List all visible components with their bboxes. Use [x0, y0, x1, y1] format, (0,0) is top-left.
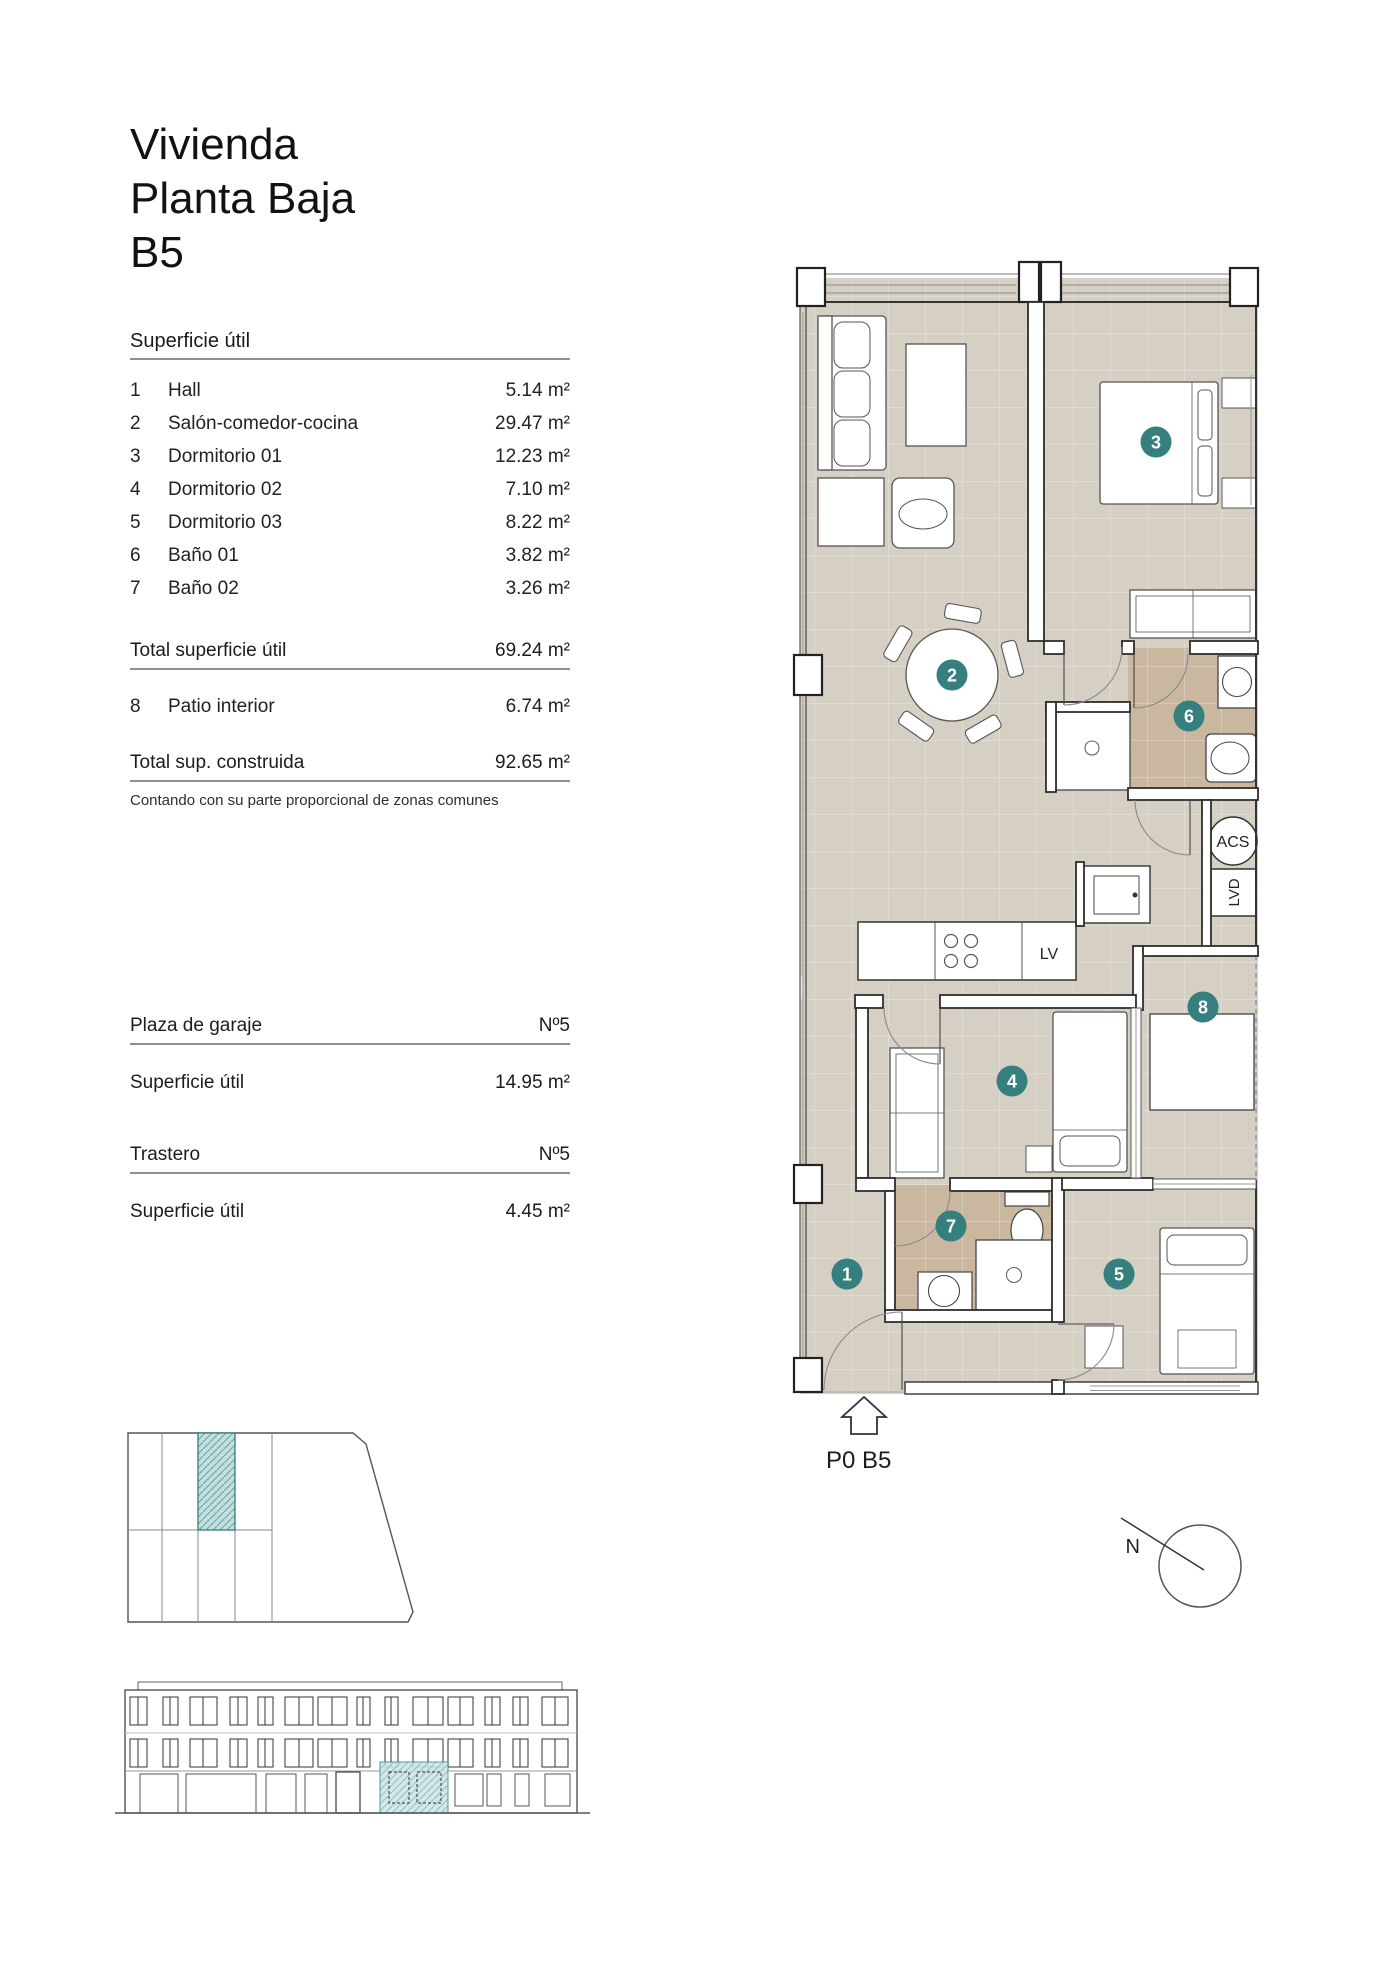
row-name: Salón-comedor-cocina — [168, 413, 359, 434]
north-arrow — [1121, 1518, 1241, 1607]
title-line-2: Planta Baja — [130, 174, 356, 223]
row-num: 6 — [130, 545, 141, 566]
built-surface-note: Contando con su parte proporcional de zonas comunes — [130, 792, 499, 809]
row-value: 7.10 m² — [505, 479, 570, 500]
row-num: 1 — [130, 380, 141, 401]
room-badge-2-label: 2 — [946, 665, 958, 686]
row-value: 6.74 m² — [505, 696, 570, 717]
row-value: 3.82 m² — [505, 545, 570, 566]
building-elevation — [115, 1682, 590, 1813]
armchair — [892, 478, 954, 548]
shower-tray — [1056, 710, 1130, 790]
room-badge-5-label: 5 — [1113, 1264, 1125, 1285]
total-value: 69.24 m² — [495, 640, 570, 661]
north-label: N — [1125, 1536, 1140, 1558]
row-value: 5.14 m² — [505, 380, 570, 401]
row-num: 2 — [130, 413, 141, 434]
coffee-table — [906, 344, 966, 446]
storage-surface-value: 4.45 m² — [505, 1201, 570, 1222]
wardrobe-2 — [890, 1048, 944, 1178]
row-name: Hall — [168, 380, 201, 401]
room-badge-3-label: 3 — [1150, 432, 1162, 453]
lvd-label: LVD — [1226, 878, 1243, 907]
dishwasher-label: LV — [1039, 946, 1059, 963]
row-num: 8 — [130, 696, 141, 717]
row-value: 29.47 m² — [495, 413, 570, 434]
row-value: 12.23 m² — [495, 446, 570, 467]
patio-bench — [1150, 1014, 1254, 1110]
elevation-highlight-unit — [380, 1762, 448, 1813]
row-name: Dormitorio 02 — [168, 479, 283, 500]
built-label: Total sup. construida — [130, 752, 305, 773]
storage-surface-label: Superficie útil — [130, 1201, 245, 1222]
watermark-text: rio — [700, 926, 807, 1033]
row-num: 7 — [130, 578, 141, 599]
acs-label: ACS — [1216, 834, 1250, 851]
garage-surface-value: 14.95 m² — [495, 1072, 570, 1093]
storage-number: Nº5 — [538, 1144, 570, 1165]
row-value: 3.26 m² — [505, 578, 570, 599]
row-num: 4 — [130, 479, 141, 500]
entrance-arrow-icon — [842, 1397, 886, 1434]
storage-label: Trastero — [130, 1144, 201, 1165]
shower-tray-2 — [976, 1240, 1052, 1310]
room-badge-1-label: 1 — [841, 1264, 853, 1285]
row-name: Patio interior — [168, 696, 275, 717]
side-table — [818, 478, 884, 546]
room-badge-4-label: 4 — [1006, 1071, 1018, 1092]
room-badge-7-label: 7 — [945, 1216, 957, 1237]
total-label: Total superficie útil — [130, 640, 287, 661]
room-badge-6-label: 6 — [1183, 706, 1195, 727]
built-value: 92.65 m² — [495, 752, 570, 773]
room-badge-8-label: 8 — [1197, 997, 1209, 1018]
garage-label: Plaza de garaje — [130, 1015, 263, 1036]
sofa — [818, 316, 886, 470]
washing-machine — [1211, 869, 1256, 916]
title-line-3: B5 — [130, 228, 184, 277]
washbasin — [1218, 656, 1256, 708]
wardrobe — [1130, 590, 1256, 638]
row-num: 3 — [130, 446, 141, 467]
water-heater — [1209, 817, 1257, 865]
site-highlight-unit — [198, 1433, 235, 1530]
row-value: 8.22 m² — [505, 512, 570, 533]
washbasin-2 — [918, 1272, 972, 1310]
bathtub — [1206, 734, 1256, 782]
surface-table-header: Superficie útil — [130, 330, 570, 360]
garage-surface-label: Superficie útil — [130, 1072, 245, 1093]
row-name: Baño 02 — [168, 578, 239, 599]
row-name: Dormitorio 01 — [168, 446, 283, 467]
floor-plan — [700, 262, 1258, 1474]
title-line-1: Vivienda — [130, 120, 298, 169]
kitchen-counter — [858, 922, 1076, 980]
site-plan — [128, 1433, 413, 1622]
entrance-label: P0 B5 — [826, 1447, 892, 1474]
garage-number: Nº5 — [538, 1015, 570, 1036]
row-name: Baño 01 — [168, 545, 239, 566]
tall-cabinet — [1083, 866, 1150, 923]
row-name: Dormitorio 03 — [168, 512, 283, 533]
row-num: 5 — [130, 512, 141, 533]
